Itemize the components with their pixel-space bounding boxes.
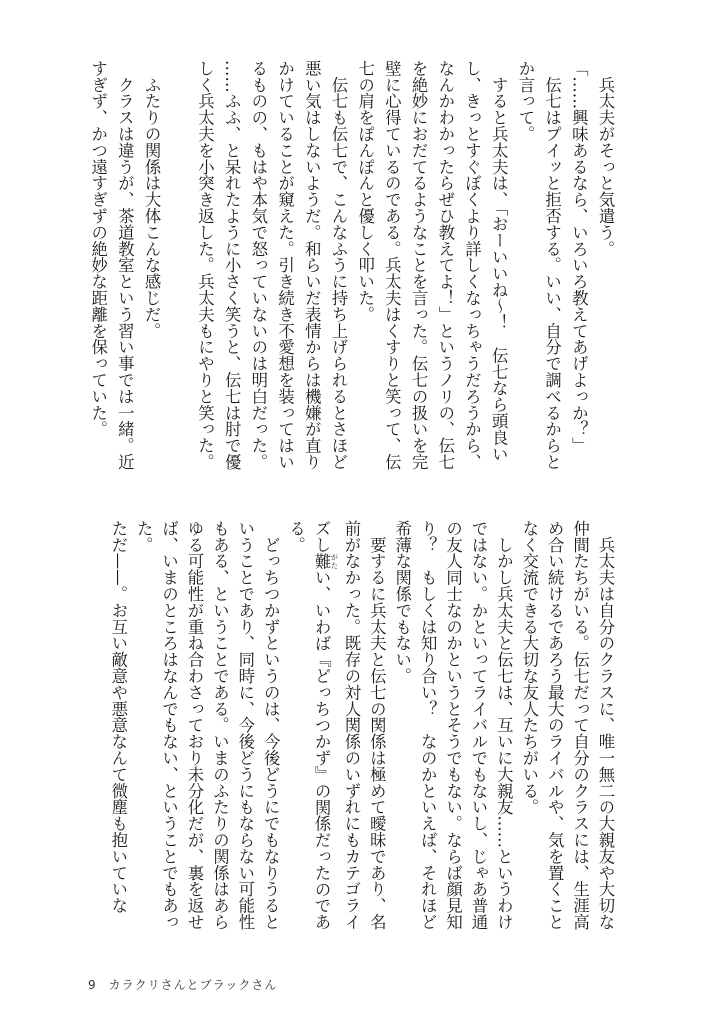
text-column: か言って。	[515, 60, 535, 142]
text-column: る。	[286, 520, 306, 553]
text-column	[309, 520, 339, 950]
text-segment: ズし	[312, 520, 332, 553]
text-column: を絶妙におだてるようなことを言った。伝七の扱いを完	[409, 60, 429, 470]
text-column: り？ もしくは知り合い？ なのかといえば、それほど	[418, 520, 438, 930]
text-block-bottom	[105, 520, 618, 950]
ruby-base: 難	[312, 552, 332, 570]
page-footer	[88, 976, 277, 993]
text-column: ではない。かといってライバルでもないし、じゃあ普通	[468, 520, 488, 930]
text-column: め合い続けるであろう最大のライバルや、気を置くこと	[545, 520, 565, 930]
text-column: しく兵太夫を小突き返した。兵太夫もにやりと笑った。	[195, 60, 215, 470]
text-column: しかし兵太夫と伝七は、互いに大親友……というわけ	[494, 520, 514, 930]
text-column: すると兵太夫は、「おーいいね〜！ 伝七なら頭良い	[489, 60, 509, 462]
text-block-top	[84, 60, 618, 475]
ruby-reading: がた	[330, 552, 339, 570]
text-segment: い、いわば『どっちつかず』の関係だったのであ	[312, 569, 332, 931]
text-column: の友人同士なのかというとそうでもない。ならば顔見知	[443, 520, 463, 930]
text-column: 兵太夫がそっと気遣う。	[596, 60, 615, 257]
text-column: かけていることが窺えた。引き続き不愛想を装ってはい	[275, 60, 295, 470]
text-column: ふたりの関係は大体こんな感じだ。	[142, 60, 162, 339]
text-column: 「……興味あるなら、いろいろ教えてあげよっか？」	[569, 60, 589, 454]
book-title: カラクリさんとブラックさん	[108, 978, 278, 992]
text-column: 仲間たちがいる。伝七だって自分のクラスには、生涯高	[570, 520, 590, 930]
text-column: 伝七はプイッと拒否する。いい、自分で調べるからと	[542, 60, 562, 470]
text-column: 伝七も伝七で、こんなふうに持ち上げられるとさほど	[328, 60, 348, 470]
text-column: 七の肩をぽんぽんと優しく叩いた。	[355, 60, 375, 323]
text-column: るものの、もはや本気で怒っていないのは明白だった。	[248, 60, 268, 470]
text-column: 前がなかった。既存の対人関係のいずれにもカテゴライ	[341, 520, 361, 930]
text-column: 兵太夫は自分のクラスに、唯一無二の大親友や大切な	[596, 520, 615, 930]
ruby-annotation	[312, 552, 339, 570]
text-column: クラスは違うが、茶道教室という習い事では一緒。近	[115, 60, 135, 470]
text-column: し、きっとすぐぼくより詳しくなっちゃうだろうから、	[462, 60, 482, 470]
text-column: すぎず、かつ遠すぎずの絶妙な距離を保っていた。	[88, 60, 108, 438]
text-column: た。	[134, 520, 154, 553]
text-column: いうことであり、同時に、今後どうにもならない可能性	[235, 520, 255, 930]
page-number: 9	[88, 978, 97, 992]
text-column: もある、ということである。いまのふたりの関係はあら	[210, 520, 230, 930]
text-column: どっちつかずというのは、今後どうにでもなりうると	[261, 520, 281, 930]
text-column: 壁に心得ているのである。兵太夫はくすりと笑って、伝	[382, 60, 402, 470]
text-column: 要するに兵太夫と伝七の関係は極めて曖昧であり、名	[367, 520, 387, 930]
text-column: 悪い気はしないようだ。和らいだ表情からは機嫌が直り	[302, 60, 322, 470]
text-column: ば、いまのところはなんでもない、ということでもあっ	[159, 520, 179, 930]
text-column: なんかわかったらぜひ教えてよ！」というノリの、伝七	[435, 60, 455, 470]
blank-line	[164, 60, 191, 475]
text-column: 希薄な関係でもない。	[392, 520, 412, 684]
text-column: ゆる可能性が重ね合わさっており未分化だが、裏を返せ	[185, 520, 204, 930]
text-column: ただ——。お互い敵意や悪意なんて微塵も抱いていな	[108, 520, 128, 914]
text-column: なく交流できる大切な友人たちがいる。	[519, 520, 539, 816]
text-column: ……ふふ、と呆れたように小さく笑うと、伝七は肘で優	[222, 60, 242, 470]
